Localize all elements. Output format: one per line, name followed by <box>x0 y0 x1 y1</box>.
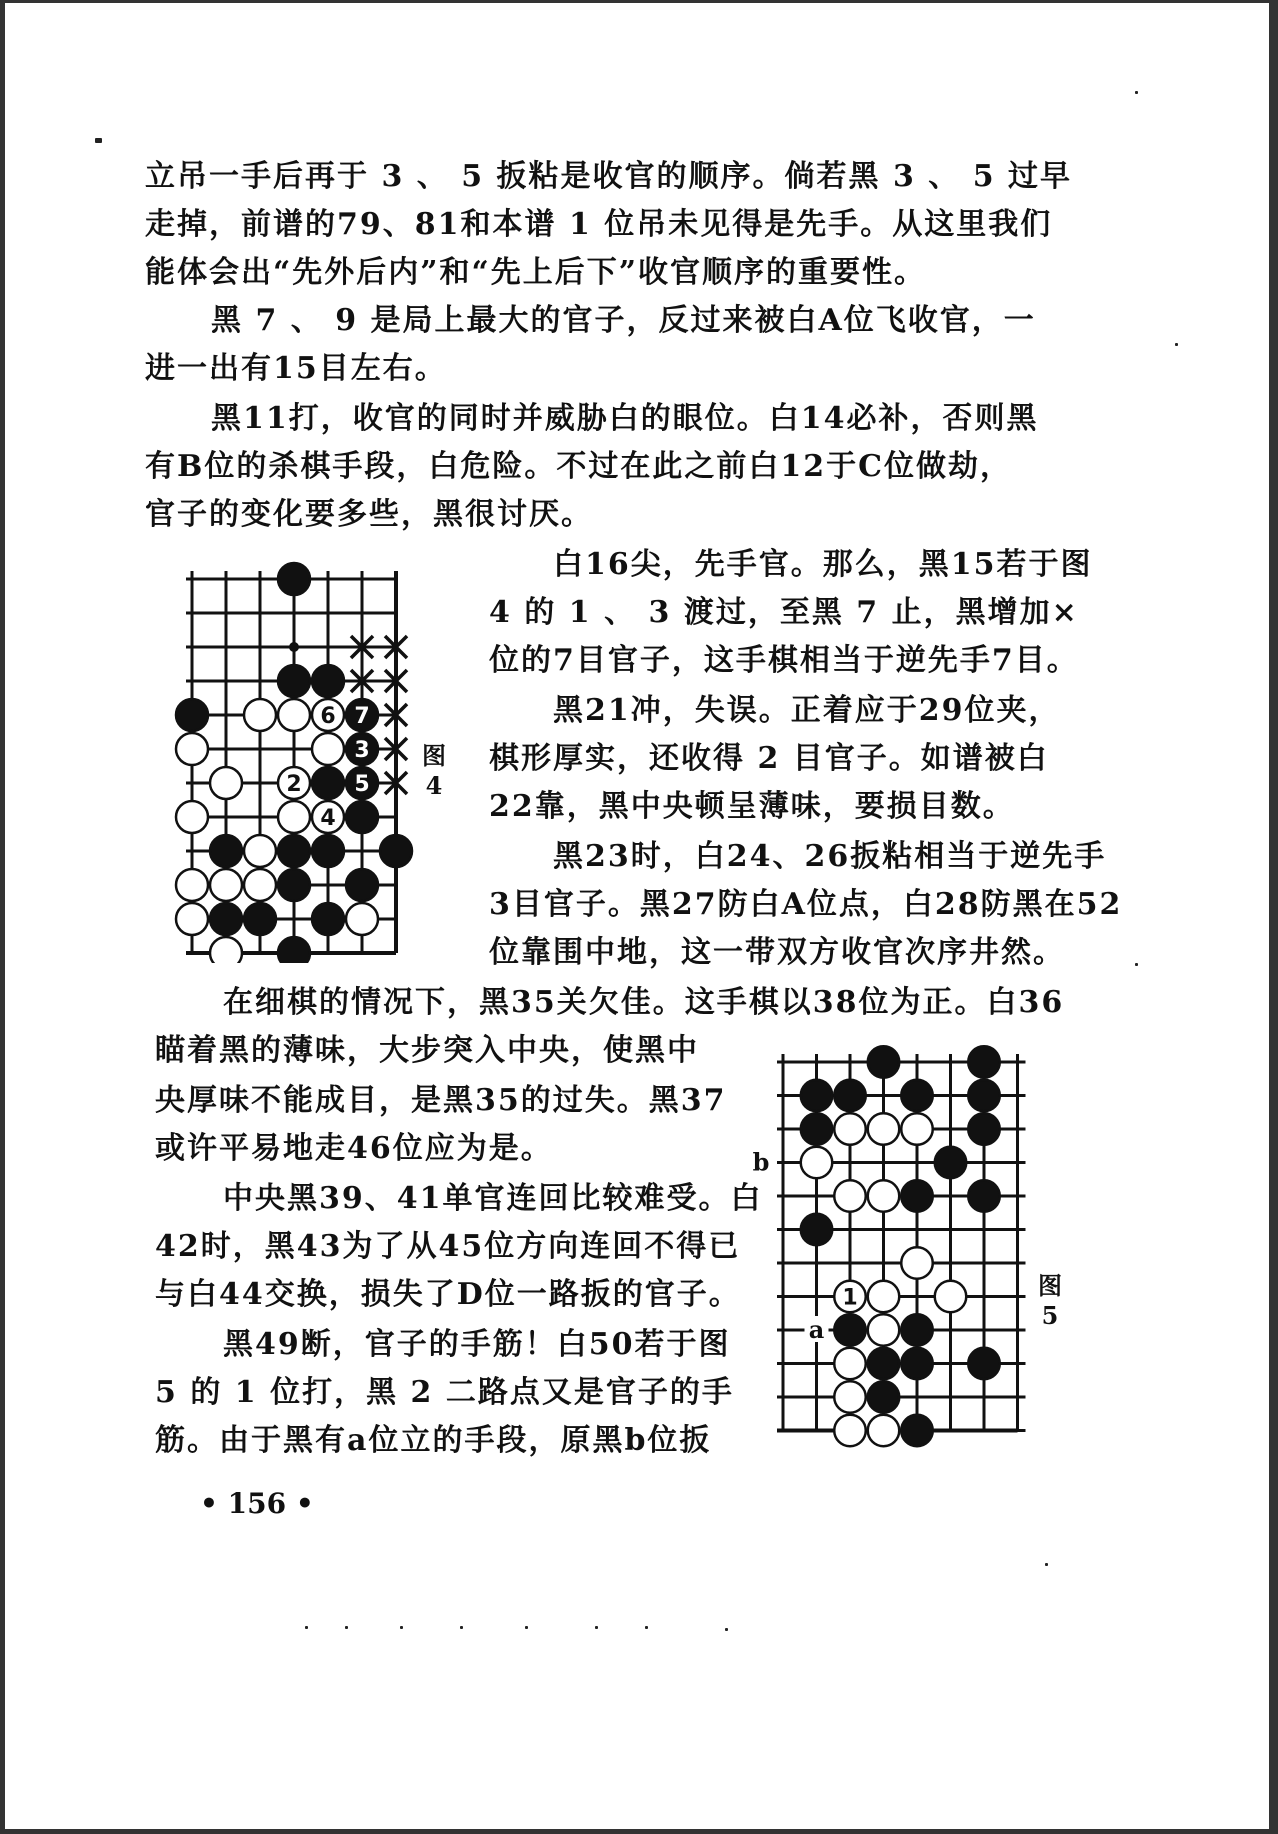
scan-speck <box>1175 343 1178 346</box>
text-line: 3目官子。黑27防白A位点，白28防黑在52 <box>489 887 1123 922</box>
svg-text:1: 1 <box>842 1285 858 1311</box>
text-line: 能体会出“先外后内”和“先上后下”收官顺序的重要性。 <box>145 255 927 290</box>
scan-speck <box>595 1626 598 1629</box>
svg-text:5: 5 <box>354 772 370 797</box>
svg-text:7: 7 <box>354 704 370 729</box>
text-line: 5 的 1 位打，黑 2 二路点又是官子的手 <box>155 1375 734 1410</box>
go-diagram-figure-4 <box>165 553 425 963</box>
text-line: 进一出有15目左右。 <box>145 351 447 386</box>
text-line: 黑 7 、 9 是局上最大的官子，反过来被白A位飞收官，一 <box>211 303 1036 338</box>
scan-speck <box>1135 91 1138 94</box>
text-line: 22靠，黑中央顿呈薄味，要损目数。 <box>489 789 1015 824</box>
go-diagram-figure-5 <box>750 1038 1040 1453</box>
figure-4-label: 图 <box>422 741 446 770</box>
scan-speck <box>525 1626 528 1629</box>
text-line: 黑49断，官子的手筋！白50若于图 <box>223 1327 731 1362</box>
text-line: 棋形厚实，还收得 2 目官子。如谱被白 <box>489 741 1049 776</box>
svg-text:2: 2 <box>286 772 302 797</box>
scan-speck <box>1045 1563 1048 1566</box>
text-line: 黑23时，白24、26扳粘相当于逆先手 <box>553 839 1107 874</box>
text-line: 42时，黑43为了从45位方向连回不得已 <box>155 1229 741 1264</box>
svg-text:b: b <box>752 1147 770 1177</box>
scan-speck <box>725 1628 728 1631</box>
go-board-4 <box>165 553 425 963</box>
figure-4-caption <box>419 741 449 801</box>
svg-text:6: 6 <box>320 704 336 729</box>
text-line: 央厚味不能成目，是黑35的过失。黑37 <box>155 1083 727 1118</box>
scan-speck <box>400 1626 403 1629</box>
scan-speck <box>1135 963 1138 966</box>
svg-text:4: 4 <box>320 806 336 831</box>
text-line: 黑21冲，失误。正着应于29位夹， <box>553 693 1061 728</box>
text-line: 走掉，前谱的79、81和本谱 1 位吊未见得是先手。从这里我们 <box>145 207 1053 242</box>
text-line: 4 的 1 、 3 渡过，至黑 7 止，黑增加× <box>489 595 1079 630</box>
text-line: 白16尖，先手官。那么，黑15若于图 <box>553 547 1093 582</box>
figure-5-label: 图 <box>1038 1271 1062 1300</box>
go-board-5 <box>750 1038 1040 1453</box>
scan-speck <box>95 138 102 143</box>
text-line: 位靠围中地，这一带双方收官次序井然。 <box>489 935 1065 970</box>
text-line: 官子的变化要多些，黑很讨厌。 <box>145 497 593 532</box>
scan-speck <box>460 1626 463 1629</box>
text-line: 黑11打，收官的同时并威胁白的眼位。白14必补，否则黑 <box>211 401 1039 436</box>
scan-speck <box>645 1626 648 1629</box>
text-line: 瞄着黑的薄味，大步突入中央，使黑中 <box>155 1033 699 1068</box>
page-number: • 156 • <box>200 1487 314 1520</box>
svg-text:3: 3 <box>354 738 370 763</box>
figure-4-number: 4 <box>425 771 443 800</box>
figure-5-number: 5 <box>1041 1301 1059 1330</box>
text-line: 与白44交换，损失了D位一路扳的官子。 <box>155 1277 741 1312</box>
text-line: 位的7目官子，这手棋相当于逆先手7目。 <box>489 643 1079 678</box>
scan-speck <box>305 1626 308 1629</box>
text-line: 或许平易地走46位应为是。 <box>155 1131 553 1166</box>
text-line: 中央黑39、41单官连回比较难受。白 <box>223 1181 763 1216</box>
book-page <box>5 3 1269 1829</box>
text-line: 有B位的杀棋手段，白危险。不过在此之前白12于C位做劫， <box>145 449 1012 484</box>
text-line: 立吊一手后再于 3 、 5 扳粘是收官的顺序。倘若黑 3 、 5 过早 <box>145 159 1073 194</box>
figure-5-caption <box>1035 1271 1065 1331</box>
svg-text:a: a <box>808 1315 825 1344</box>
scan-speck <box>345 1626 348 1629</box>
text-line: 在细棋的情况下，黑35关欠佳。这手棋以38位为正。白36 <box>223 985 1065 1020</box>
text-line: 筋。由于黑有a位立的手段，原黑b位扳 <box>155 1423 712 1458</box>
